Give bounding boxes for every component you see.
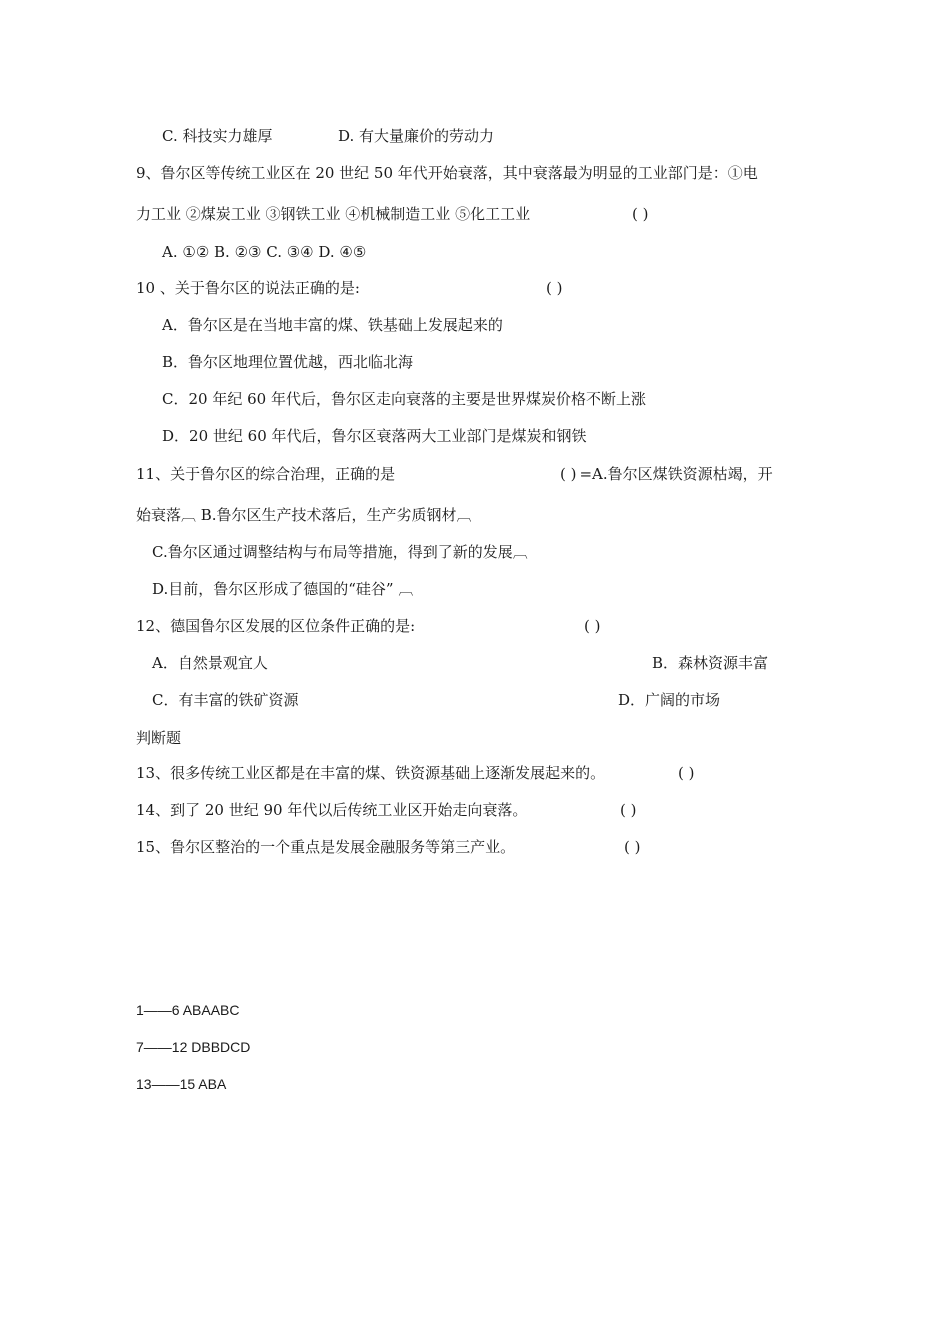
q12-answer-paren: ( ) <box>584 617 601 635</box>
q10-option-d: D．20 世纪 60 年代后，鲁尔区衰落两大工业部门是煤炭和钢铁 <box>162 427 587 445</box>
q10-option-b: B．鲁尔区地理位置优越，西北临北海 <box>162 353 414 371</box>
q11-line2: 始衰落︹ B.鲁尔区生产技术落后，生产劣质钢材︹ <box>136 506 472 524</box>
q13-stem: 13、很多传统工业区都是在丰富的煤、铁资源基础上逐渐发展起来的。 <box>136 764 606 782</box>
q11-option-d: D.目前，鲁尔区形成了德国的“硅谷” ︹ <box>152 580 414 598</box>
q12-option-a: A．自然景观宜人 <box>152 654 268 672</box>
q9-options: A. ①② B. ②③ C. ③④ D. ④⑤ <box>162 243 367 261</box>
q12-option-b: B．森林资源丰富 <box>652 654 769 672</box>
section-title-true-false: 判断题 <box>136 729 182 747</box>
q10-stem: 10 、关于鲁尔区的说法正确的是: <box>136 279 360 297</box>
q12-option-d: D．广阔的市场 <box>618 691 721 709</box>
q9-stem-line1: 9、鲁尔区等传统工业区在 20 世纪 50 年代开始衰落，其中衰落最为明显的工业部门是：①电 <box>136 164 758 182</box>
q14-answer-paren: ( ) <box>620 801 637 819</box>
q11-stem: 11、关于鲁尔区的综合治理，正确的是 <box>136 465 396 483</box>
answer-key-line: 1——6 ABAABC <box>136 1002 240 1018</box>
q12-stem: 12、德国鲁尔区发展的区位条件正确的是: <box>136 617 416 635</box>
q14-stem: 14、到了 20 世纪 90 年代以后传统工业区开始走向衰落。 <box>136 801 528 819</box>
q11-option-c: C.鲁尔区通过调整结构与布局等措施，得到了新的发展︹ <box>152 543 528 561</box>
q10-option-a: A．鲁尔区是在当地丰富的煤、铁基础上发展起来的 <box>162 316 503 334</box>
q11-paren-option-a: ( ) =A.鲁尔区煤铁资源枯竭，开 <box>560 465 773 483</box>
q13-answer-paren: ( ) <box>678 764 695 782</box>
q9-answer-paren: ( ) <box>632 205 649 223</box>
q12-option-c: C．有丰富的铁矿资源 <box>152 691 299 709</box>
q15-stem: 15、鲁尔区整治的一个重点是发展金融服务等第三产业。 <box>136 838 516 856</box>
q10-option-c: C．20 年纪 60 年代后，鲁尔区走向衰落的主要是世界煤炭价格不断上涨 <box>162 390 646 408</box>
q8-option-d: D. 有大量廉价的劳动力 <box>338 127 495 145</box>
q9-stem-line2: 力工业 ②煤炭工业 ③钢铁工业 ④机械制造工业 ⑤化工工业 <box>136 205 531 223</box>
q15-answer-paren: ( ) <box>624 838 641 856</box>
answer-key-line: 13——15 ABA <box>136 1076 227 1092</box>
answer-key-line: 7——12 DBBDCD <box>136 1039 251 1055</box>
q8-option-c: C. 科技实力雄厚 <box>162 127 273 145</box>
q10-answer-paren: ( ) <box>546 279 563 297</box>
